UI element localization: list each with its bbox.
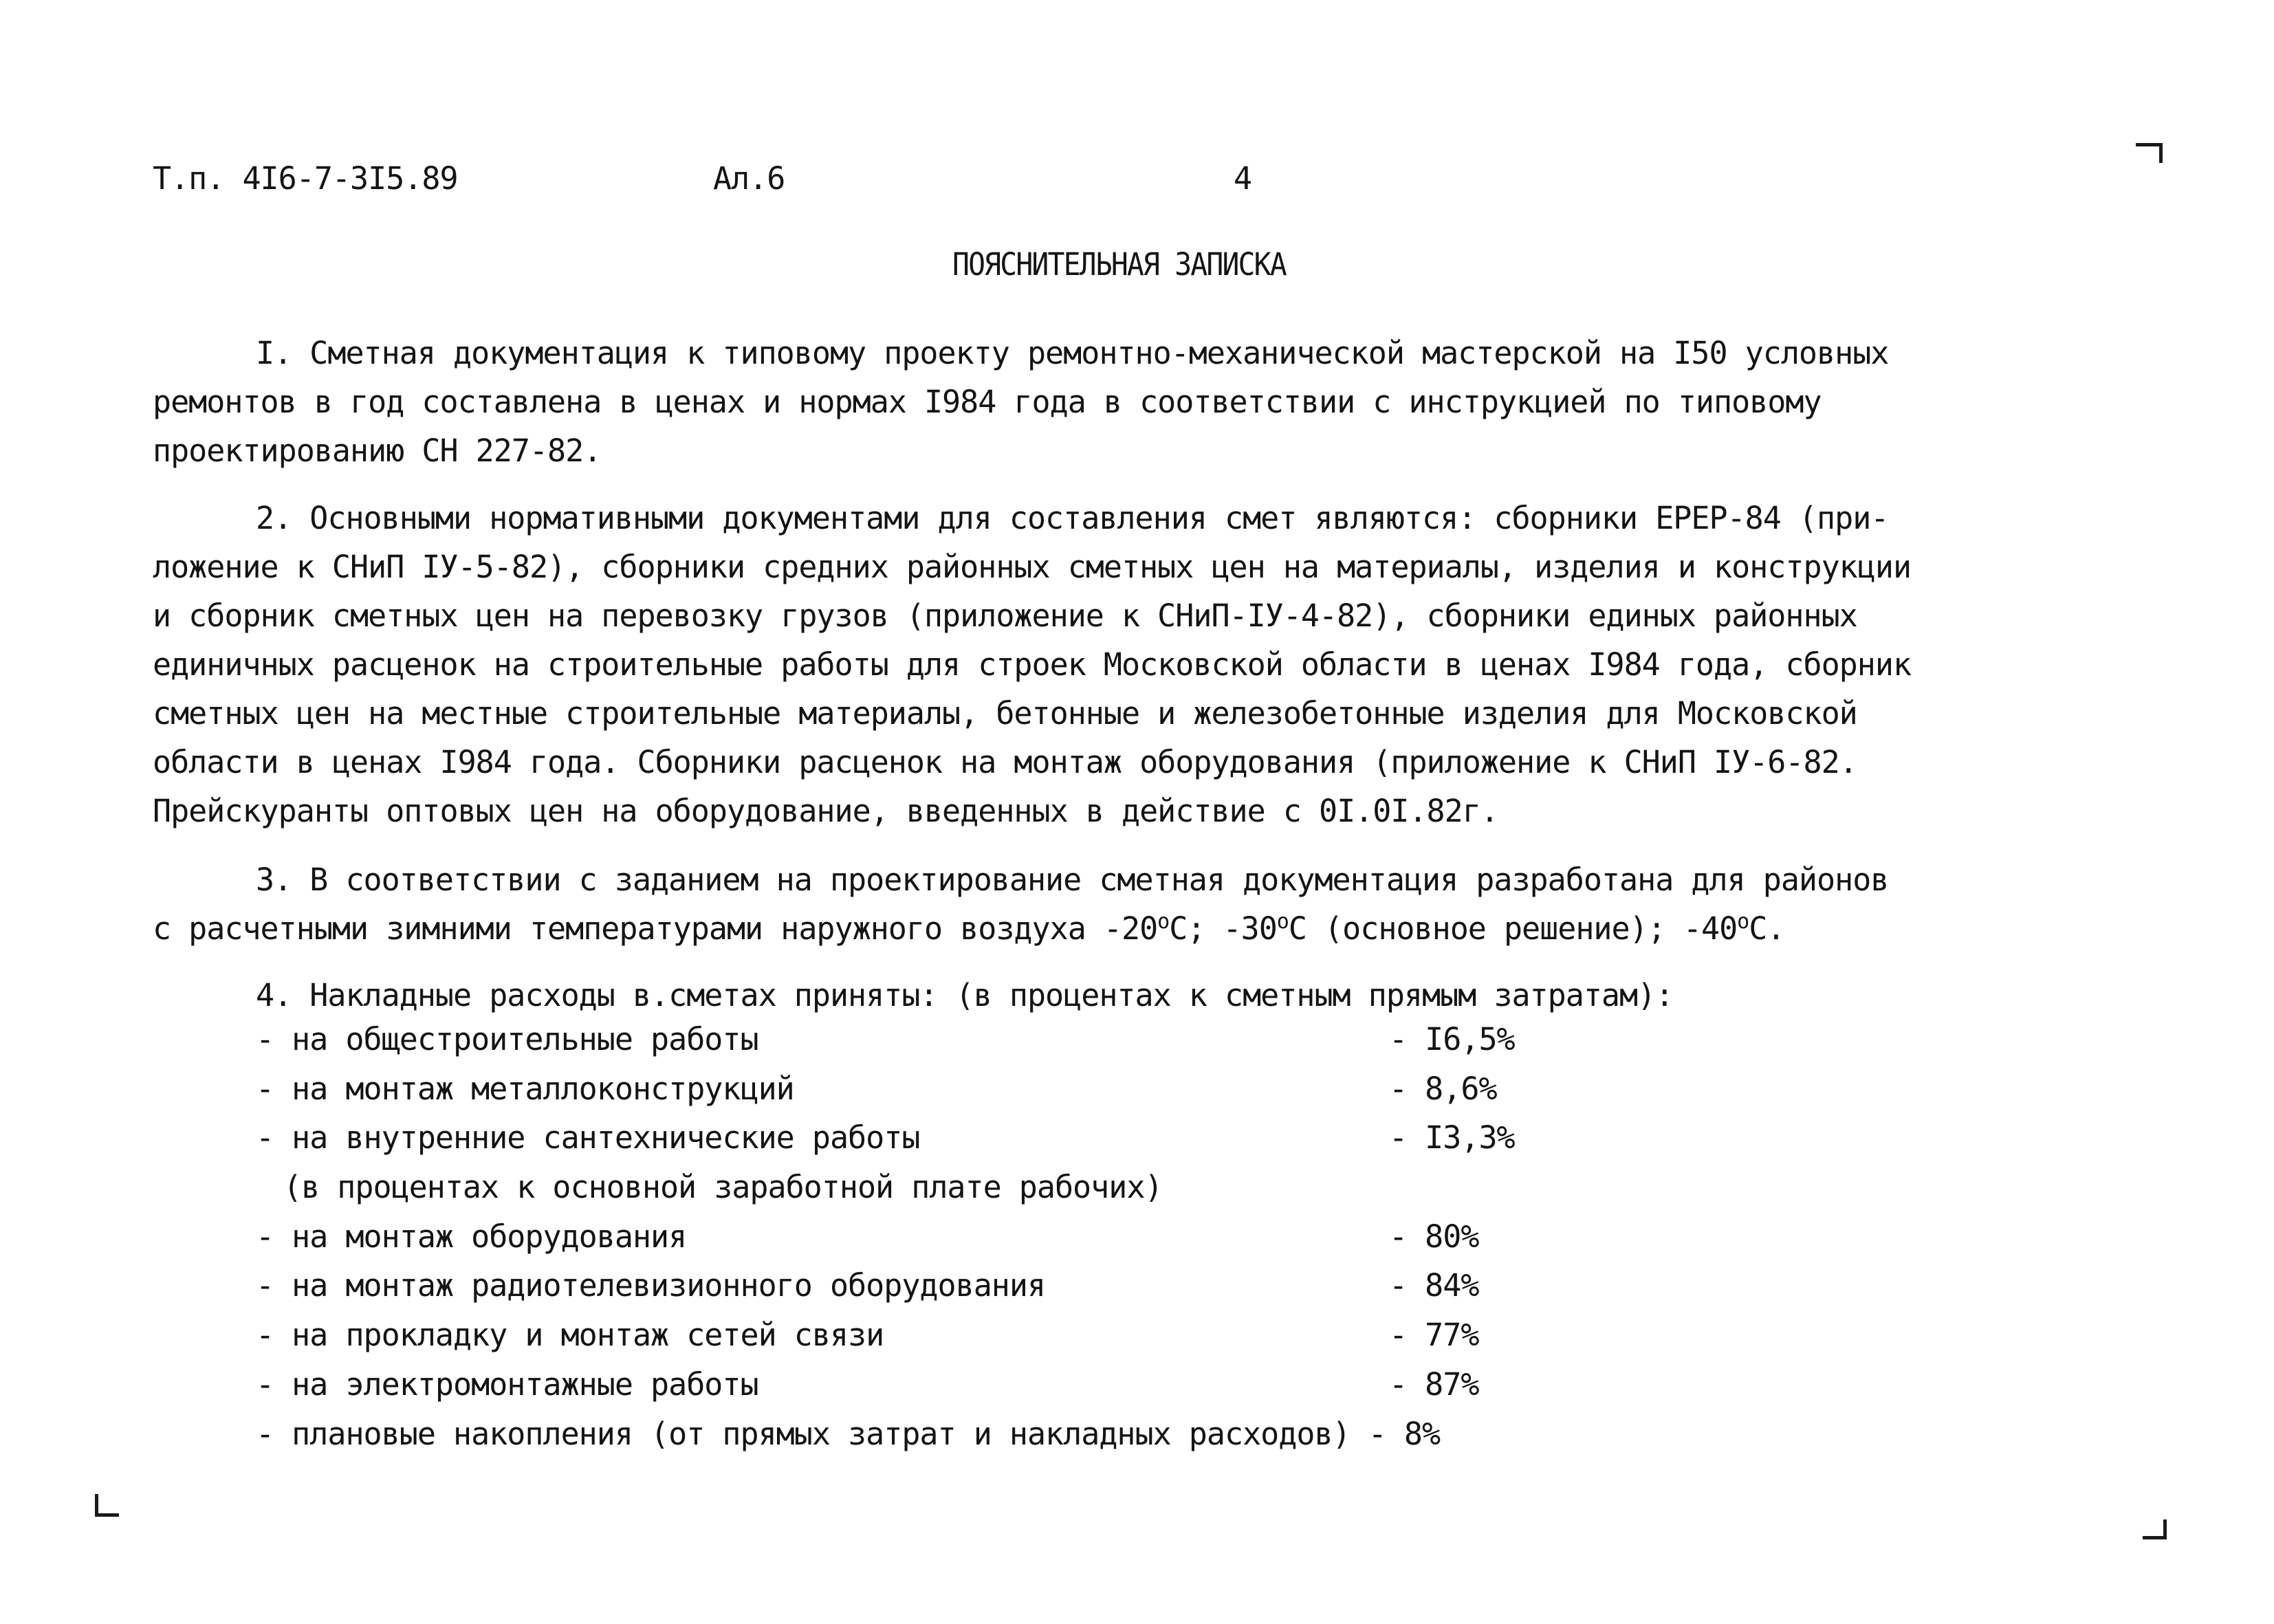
text-segment: С. <box>1749 910 1785 947</box>
paragraph-line: и сборник сметных цен на перевозку грузов (приложение к СНиП-IУ-4-82), сборники единых районных <box>153 597 1857 634</box>
overhead-item-value: - 77% <box>1389 1317 1479 1353</box>
overhead-item-label: - на электромонтажные работы <box>256 1366 758 1403</box>
overhead-item-value: - 8,6% <box>1389 1071 1497 1107</box>
paragraph-line <box>153 904 1888 953</box>
paragraph-line: ложение к СНиП IУ-5-82), сборники средних районных сметных цен на материалы, изделия и конструкции <box>153 549 1912 585</box>
text-segment: С; -30 <box>1169 910 1277 947</box>
degree-superscript: о <box>1157 910 1170 934</box>
paragraph-line: 4. Накладные расходы в.сметах приняты: (в процентах к сметным прямым затратам): <box>256 977 1674 1013</box>
overhead-item-value: - I3,3% <box>1389 1119 1515 1156</box>
paragraph-line: Прейскуранты оптовых цен на оборудование, введенных в действие с 0I.0I.82г. <box>153 793 1498 829</box>
overhead-item-value: - 80% <box>1389 1218 1479 1255</box>
text-segment: с расчетными зимними температурами наружного воздуха -20 <box>153 910 1158 947</box>
overhead-item-label: - на общестроительные работы <box>256 1021 758 1057</box>
paragraph-line: ремонтов в год составлена в ценах и нормах I984 года в соответствии с инструкцией по типовому <box>153 384 1822 420</box>
paragraph-1 <box>153 329 1888 475</box>
corner-mark-bottom-left <box>95 1494 119 1517</box>
paragraph-line: области в ценах I984 года. Сборники расценок на монтаж оборудования (приложение к СНиП IУ-6-82. <box>153 744 1857 780</box>
overhead-item-label: - на прокладку и монтаж сетей связи <box>256 1317 884 1353</box>
overhead-item-value: - 87% <box>1389 1366 1479 1403</box>
paragraph-line: 2. Основными нормативными документами для составления смет являются: сборники ЕРЕР-84 (при- <box>256 500 1889 536</box>
paragraph-line: сметных цен на местные строительные материалы, бетонные и железобетонные изделия для Московской <box>153 695 1857 732</box>
document-title: ПОЯСНИТЕЛЬНАЯ ЗАПИСКА <box>952 246 1286 283</box>
corner-mark-top-right <box>2136 143 2163 163</box>
overhead-item-label: - на монтаж оборудования <box>256 1218 687 1255</box>
overhead-note: (в процентах к основной заработной плате рабочих) <box>283 1169 1163 1205</box>
paragraph-line: единичных расценок на строительные работы для строек Московской области в ценах I984 года, сборник <box>153 646 1912 683</box>
planned-accumulation: - плановые накопления (от прямых затрат и накладных расходов) - 8% <box>256 1416 1441 1452</box>
paragraph-line: проектированию СН 227-82. <box>153 432 602 469</box>
paragraph-2 <box>153 494 1911 835</box>
degree-superscript: о <box>1276 910 1289 934</box>
album-number: Ал.6 <box>713 160 785 197</box>
overhead-item-value: - 84% <box>1389 1267 1479 1304</box>
overhead-item-label: - на внутренние сантехнические работы <box>256 1119 920 1156</box>
corner-mark-bottom-right <box>2143 1519 2167 1539</box>
project-code: Т.п. 4I6-7-3I5.89 <box>153 160 458 197</box>
overhead-item-label: - на монтаж радиотелевизионного оборудования <box>256 1267 1046 1304</box>
overhead-item-value: - I6,5% <box>1389 1021 1515 1057</box>
paragraph-3 <box>153 855 1888 953</box>
paragraph-line: 3. В соответствии с заданием на проектирование сметная документация разработана для районов <box>256 862 1889 898</box>
overhead-item-label: - на монтаж металлоконструкций <box>256 1071 794 1107</box>
paragraph-4-intro <box>153 971 1673 1020</box>
text-segment: С (основное решение); -40 <box>1288 910 1738 947</box>
degree-superscript: о <box>1737 910 1749 934</box>
page-number: 4 <box>1234 160 1252 197</box>
paragraph-line: I. Сметная документация к типовому проекту ремонтно-механической мастерской на I50 условных <box>256 335 1889 371</box>
